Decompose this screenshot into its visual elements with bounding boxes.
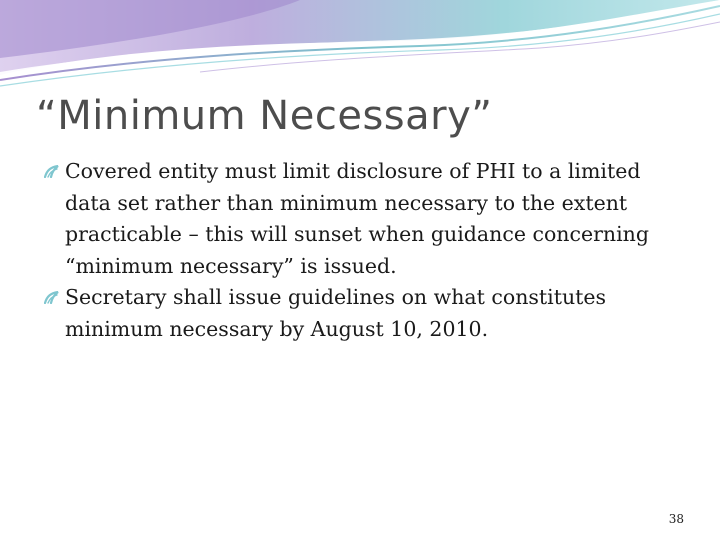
decorative-banner	[0, 0, 720, 90]
bullet-icon	[44, 282, 65, 314]
bullet-icon	[44, 156, 65, 188]
bullet-list	[44, 156, 684, 345]
bullet-text: Secretary shall issue guidelines on what constitutes minimum necessary by August 10, 2010.	[65, 285, 607, 341]
bullet-text: Covered entity must limit disclosure of PHI to a limited data set rather than minimum necessary to the extent practicable – this will sunset when guidance concerning “minimum necessary” is issued.	[65, 159, 649, 278]
slide-number: 38	[668, 512, 684, 526]
bullet-item	[44, 282, 684, 345]
bullet-item	[44, 156, 684, 282]
slide-title: “Minimum Necessary”	[36, 93, 493, 139]
